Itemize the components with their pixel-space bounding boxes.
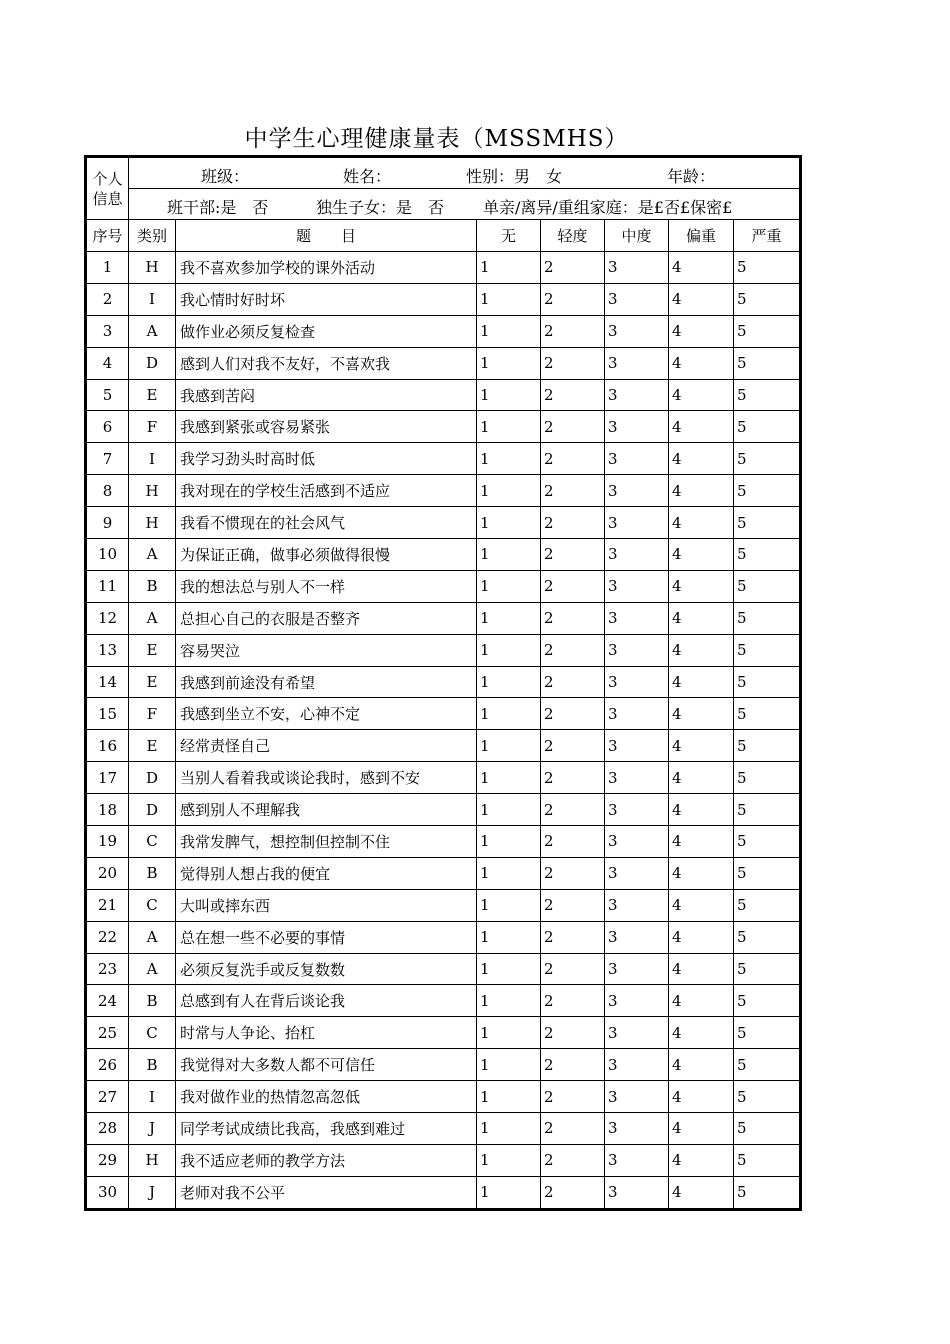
row-number: 25 xyxy=(87,1017,129,1049)
answer-option-2[interactable]: 2 xyxy=(541,889,605,921)
answer-option-2[interactable]: 2 xyxy=(541,475,605,507)
answer-option-2[interactable]: 2 xyxy=(541,1081,605,1113)
row-question: 我学习劲头时高时低 xyxy=(176,443,477,475)
header-moderate: 中度 xyxy=(605,220,669,252)
row-question: 经常责怪自己 xyxy=(176,730,477,762)
row-number: 29 xyxy=(87,1144,129,1176)
row-question: 容易哭泣 xyxy=(176,634,477,666)
row-number: 8 xyxy=(87,475,129,507)
answer-option-5[interactable]: 5 xyxy=(734,539,800,571)
row-question: 同学考试成绩比我高，我感到难过 xyxy=(176,1113,477,1145)
header-num: 序号 xyxy=(87,220,129,252)
row-number: 16 xyxy=(87,730,129,762)
answer-option-4[interactable]: 4 xyxy=(669,1049,734,1081)
answer-option-2[interactable]: 2 xyxy=(541,1017,605,1049)
answer-option-3[interactable]: 3 xyxy=(605,252,669,284)
info-line-1 xyxy=(129,158,800,189)
answer-option-2[interactable]: 2 xyxy=(541,666,605,698)
answer-option-2[interactable]: 2 xyxy=(541,507,605,539)
answer-option-3[interactable]: 3 xyxy=(605,570,669,602)
answer-option-1[interactable]: 1 xyxy=(477,475,541,507)
row-category: F xyxy=(129,411,176,443)
answer-option-3[interactable]: 3 xyxy=(605,443,669,475)
answer-option-4[interactable]: 4 xyxy=(669,1113,734,1145)
row-category: D xyxy=(129,762,176,794)
row-number: 22 xyxy=(87,921,129,953)
row-question: 总在想一些不必要的事情 xyxy=(176,921,477,953)
row-category: J xyxy=(129,1176,176,1208)
answer-option-2[interactable]: 2 xyxy=(541,539,605,571)
row-category: E xyxy=(129,634,176,666)
answer-option-3[interactable]: 3 xyxy=(605,475,669,507)
answer-option-5[interactable]: 5 xyxy=(734,762,800,794)
answer-option-1[interactable]: 1 xyxy=(477,570,541,602)
answer-option-1[interactable]: 1 xyxy=(477,283,541,315)
row-question: 总担心自己的衣服是否整齐 xyxy=(176,602,477,634)
table-row xyxy=(87,921,800,953)
answer-option-3[interactable]: 3 xyxy=(605,411,669,443)
row-question: 老师对我不公平 xyxy=(176,1176,477,1208)
answer-option-5[interactable]: 5 xyxy=(734,985,800,1017)
row-question: 我常发脾气，想控制但控制不住 xyxy=(176,826,477,858)
answer-option-3[interactable]: 3 xyxy=(605,1017,669,1049)
answer-option-5[interactable]: 5 xyxy=(734,921,800,953)
row-category: B xyxy=(129,570,176,602)
answer-option-3[interactable]: 3 xyxy=(605,889,669,921)
answer-option-3[interactable]: 3 xyxy=(605,1049,669,1081)
answer-option-2[interactable]: 2 xyxy=(541,762,605,794)
answer-option-4[interactable]: 4 xyxy=(669,666,734,698)
header-row xyxy=(87,220,800,252)
answer-option-2[interactable]: 2 xyxy=(541,347,605,379)
answer-option-1[interactable]: 1 xyxy=(477,1081,541,1113)
row-category: A xyxy=(129,953,176,985)
answer-option-4[interactable]: 4 xyxy=(669,379,734,411)
header-severe-ish: 偏重 xyxy=(669,220,734,252)
row-number: 19 xyxy=(87,826,129,858)
answer-option-4[interactable]: 4 xyxy=(669,730,734,762)
row-category: E xyxy=(129,666,176,698)
only-child-field-label[interactable]: 独生子女：是 否 xyxy=(316,198,445,217)
answer-option-2[interactable]: 2 xyxy=(541,443,605,475)
answer-option-1[interactable]: 1 xyxy=(477,1144,541,1176)
answer-option-5[interactable]: 5 xyxy=(734,794,800,826)
answer-option-3[interactable]: 3 xyxy=(605,953,669,985)
answer-option-2[interactable]: 2 xyxy=(541,315,605,347)
answer-option-4[interactable]: 4 xyxy=(669,315,734,347)
answer-option-3[interactable]: 3 xyxy=(605,666,669,698)
row-category: I xyxy=(129,443,176,475)
table-row xyxy=(87,1081,800,1113)
answer-option-4[interactable]: 4 xyxy=(669,762,734,794)
row-number: 3 xyxy=(87,315,129,347)
row-category: D xyxy=(129,794,176,826)
row-question: 感到人们对我不友好，不喜欢我 xyxy=(176,347,477,379)
row-number: 7 xyxy=(87,443,129,475)
answer-option-4[interactable]: 4 xyxy=(669,794,734,826)
answer-option-5[interactable]: 5 xyxy=(734,252,800,284)
row-question: 为保证正确，做事必须做得很慢 xyxy=(176,539,477,571)
answer-option-2[interactable]: 2 xyxy=(541,826,605,858)
answer-option-4[interactable]: 4 xyxy=(669,985,734,1017)
answer-option-5[interactable]: 5 xyxy=(734,1144,800,1176)
answer-option-4[interactable]: 4 xyxy=(669,411,734,443)
answer-option-1[interactable]: 1 xyxy=(477,443,541,475)
row-number: 15 xyxy=(87,698,129,730)
table-row xyxy=(87,1017,800,1049)
answer-option-5[interactable]: 5 xyxy=(734,570,800,602)
answer-option-2[interactable]: 2 xyxy=(541,1049,605,1081)
table-row xyxy=(87,762,800,794)
cadre-field-label[interactable]: 班干部:是 否 xyxy=(167,198,269,217)
answer-option-3[interactable]: 3 xyxy=(605,1081,669,1113)
answer-option-4[interactable]: 4 xyxy=(669,921,734,953)
row-number: 10 xyxy=(87,539,129,571)
table-row xyxy=(87,1176,800,1208)
answer-option-3[interactable]: 3 xyxy=(605,921,669,953)
row-number: 2 xyxy=(87,283,129,315)
personal-info-label: 个人信息 xyxy=(87,158,129,220)
row-number: 13 xyxy=(87,634,129,666)
answer-option-4[interactable]: 4 xyxy=(669,283,734,315)
answer-option-1[interactable]: 1 xyxy=(477,762,541,794)
row-category: H xyxy=(129,507,176,539)
row-number: 14 xyxy=(87,666,129,698)
row-question: 我感到坐立不安，心神不定 xyxy=(176,698,477,730)
answer-option-5[interactable]: 5 xyxy=(734,411,800,443)
row-category: B xyxy=(129,857,176,889)
row-category: I xyxy=(129,283,176,315)
answer-option-5[interactable]: 5 xyxy=(734,475,800,507)
answer-option-4[interactable]: 4 xyxy=(669,889,734,921)
answer-option-2[interactable]: 2 xyxy=(541,921,605,953)
answer-option-4[interactable]: 4 xyxy=(669,698,734,730)
answer-option-3[interactable]: 3 xyxy=(605,283,669,315)
answer-option-2[interactable]: 2 xyxy=(541,602,605,634)
answer-option-3[interactable]: 3 xyxy=(605,1144,669,1176)
answer-option-3[interactable]: 3 xyxy=(605,634,669,666)
table-row xyxy=(87,315,800,347)
answer-option-1[interactable]: 1 xyxy=(477,857,541,889)
table-row xyxy=(87,857,800,889)
row-category: A xyxy=(129,539,176,571)
table-row xyxy=(87,283,800,315)
row-category: J xyxy=(129,1113,176,1145)
table-row xyxy=(87,443,800,475)
answer-option-1[interactable]: 1 xyxy=(477,1017,541,1049)
header-mild: 轻度 xyxy=(541,220,605,252)
row-question: 必须反复洗手或反复数数 xyxy=(176,953,477,985)
row-number: 4 xyxy=(87,347,129,379)
row-number: 1 xyxy=(87,252,129,284)
row-number: 23 xyxy=(87,953,129,985)
answer-option-4[interactable]: 4 xyxy=(669,857,734,889)
table-row xyxy=(87,411,800,443)
header-none: 无 xyxy=(477,220,541,252)
table-row xyxy=(87,379,800,411)
answer-option-4[interactable]: 4 xyxy=(669,1081,734,1113)
questionnaire-table xyxy=(86,157,800,1209)
answer-option-4[interactable]: 4 xyxy=(669,539,734,571)
answer-option-5[interactable]: 5 xyxy=(734,1017,800,1049)
answer-option-3[interactable]: 3 xyxy=(605,539,669,571)
table-row xyxy=(87,602,800,634)
row-question: 做作业必须反复检查 xyxy=(176,315,477,347)
answer-option-2[interactable]: 2 xyxy=(541,634,605,666)
answer-option-4[interactable]: 4 xyxy=(669,443,734,475)
row-category: B xyxy=(129,1049,176,1081)
table-row xyxy=(87,698,800,730)
row-number: 26 xyxy=(87,1049,129,1081)
answer-option-1[interactable]: 1 xyxy=(477,953,541,985)
answer-option-4[interactable]: 4 xyxy=(669,953,734,985)
name-field-label[interactable]: 姓名： xyxy=(343,167,392,186)
answer-option-2[interactable]: 2 xyxy=(541,730,605,762)
row-question: 时常与人争论、抬杠 xyxy=(176,1017,477,1049)
age-field-label[interactable]: 年龄： xyxy=(667,167,716,186)
table-row xyxy=(87,347,800,379)
row-question: 当别人看着我或谈论我时，感到不安 xyxy=(176,762,477,794)
row-category: A xyxy=(129,921,176,953)
answer-option-5[interactable]: 5 xyxy=(734,953,800,985)
answer-option-3[interactable]: 3 xyxy=(605,826,669,858)
answer-option-2[interactable]: 2 xyxy=(541,252,605,284)
answer-option-5[interactable]: 5 xyxy=(734,730,800,762)
answer-option-5[interactable]: 5 xyxy=(734,826,800,858)
answer-option-5[interactable]: 5 xyxy=(734,347,800,379)
answer-option-2[interactable]: 2 xyxy=(541,698,605,730)
table-row xyxy=(87,475,800,507)
info-row-1 xyxy=(87,158,800,189)
answer-option-1[interactable]: 1 xyxy=(477,1049,541,1081)
info-line-2 xyxy=(129,189,800,220)
answer-option-3[interactable]: 3 xyxy=(605,730,669,762)
answer-option-3[interactable]: 3 xyxy=(605,762,669,794)
row-question: 我不适应老师的教学方法 xyxy=(176,1144,477,1176)
answer-option-1[interactable]: 1 xyxy=(477,539,541,571)
row-question: 我的想法总与别人不一样 xyxy=(176,570,477,602)
row-category: A xyxy=(129,315,176,347)
table-row xyxy=(87,826,800,858)
row-number: 24 xyxy=(87,985,129,1017)
table-row xyxy=(87,539,800,571)
answer-option-1[interactable]: 1 xyxy=(477,666,541,698)
table-row xyxy=(87,507,800,539)
row-number: 30 xyxy=(87,1176,129,1208)
answer-option-5[interactable]: 5 xyxy=(734,315,800,347)
answer-option-4[interactable]: 4 xyxy=(669,1017,734,1049)
row-number: 17 xyxy=(87,762,129,794)
row-number: 20 xyxy=(87,857,129,889)
table-row xyxy=(87,634,800,666)
answer-option-4[interactable]: 4 xyxy=(669,252,734,284)
answer-option-3[interactable]: 3 xyxy=(605,794,669,826)
answer-option-3[interactable]: 3 xyxy=(605,857,669,889)
table-row xyxy=(87,953,800,985)
answer-option-1[interactable]: 1 xyxy=(477,602,541,634)
row-number: 27 xyxy=(87,1081,129,1113)
row-question: 我心情时好时坏 xyxy=(176,283,477,315)
answer-option-1[interactable]: 1 xyxy=(477,252,541,284)
answer-option-3[interactable]: 3 xyxy=(605,985,669,1017)
row-category: C xyxy=(129,826,176,858)
answer-option-2[interactable]: 2 xyxy=(541,953,605,985)
row-number: 5 xyxy=(87,379,129,411)
answer-option-1[interactable]: 1 xyxy=(477,411,541,443)
row-category: H xyxy=(129,475,176,507)
row-question: 我感到苦闷 xyxy=(176,379,477,411)
row-question: 大叫或摔东西 xyxy=(176,889,477,921)
answer-option-5[interactable]: 5 xyxy=(734,283,800,315)
header-item: 题 目 xyxy=(176,220,477,252)
answer-option-5[interactable]: 5 xyxy=(734,1113,800,1145)
answer-option-1[interactable]: 1 xyxy=(477,347,541,379)
answer-option-3[interactable]: 3 xyxy=(605,347,669,379)
row-number: 18 xyxy=(87,794,129,826)
table-row xyxy=(87,570,800,602)
answer-option-4[interactable]: 4 xyxy=(669,570,734,602)
table-row xyxy=(87,985,800,1017)
row-number: 9 xyxy=(87,507,129,539)
header-category: 类别 xyxy=(129,220,176,252)
answer-option-4[interactable]: 4 xyxy=(669,602,734,634)
row-number: 11 xyxy=(87,570,129,602)
class-field-label[interactable]: 班级： xyxy=(201,167,250,186)
row-number: 21 xyxy=(87,889,129,921)
answer-option-5[interactable]: 5 xyxy=(734,443,800,475)
answer-option-1[interactable]: 1 xyxy=(477,507,541,539)
row-category: A xyxy=(129,602,176,634)
answer-option-4[interactable]: 4 xyxy=(669,507,734,539)
answer-option-5[interactable]: 5 xyxy=(734,1049,800,1081)
row-question: 我感到前途没有希望 xyxy=(176,666,477,698)
table-row xyxy=(87,794,800,826)
table-row xyxy=(87,730,800,762)
row-category: E xyxy=(129,730,176,762)
row-category: I xyxy=(129,1081,176,1113)
table-row xyxy=(87,252,800,284)
row-category: C xyxy=(129,1017,176,1049)
answer-option-3[interactable]: 3 xyxy=(605,1176,669,1208)
table-row xyxy=(87,889,800,921)
answer-option-2[interactable]: 2 xyxy=(541,794,605,826)
answer-option-5[interactable]: 5 xyxy=(734,507,800,539)
answer-option-3[interactable]: 3 xyxy=(605,698,669,730)
answer-option-1[interactable]: 1 xyxy=(477,315,541,347)
answer-option-2[interactable]: 2 xyxy=(541,1176,605,1208)
row-category: H xyxy=(129,1144,176,1176)
row-number: 12 xyxy=(87,602,129,634)
answer-option-5[interactable]: 5 xyxy=(734,1176,800,1208)
answer-option-5[interactable]: 5 xyxy=(734,379,800,411)
answer-option-5[interactable]: 5 xyxy=(734,698,800,730)
row-question: 我看不惯现在的社会风气 xyxy=(176,507,477,539)
answer-option-5[interactable]: 5 xyxy=(734,889,800,921)
answer-option-1[interactable]: 1 xyxy=(477,1113,541,1145)
answer-option-1[interactable]: 1 xyxy=(477,698,541,730)
answer-option-1[interactable]: 1 xyxy=(477,921,541,953)
row-question: 我觉得对大多数人都不可信任 xyxy=(176,1049,477,1081)
answer-option-2[interactable]: 2 xyxy=(541,1144,605,1176)
answer-option-4[interactable]: 4 xyxy=(669,634,734,666)
row-category: C xyxy=(129,889,176,921)
answer-option-5[interactable]: 5 xyxy=(734,602,800,634)
answer-option-1[interactable]: 1 xyxy=(477,889,541,921)
answer-option-3[interactable]: 3 xyxy=(605,315,669,347)
row-category: B xyxy=(129,985,176,1017)
row-question: 觉得别人想占我的便宜 xyxy=(176,857,477,889)
answer-option-4[interactable]: 4 xyxy=(669,1176,734,1208)
answer-option-5[interactable]: 5 xyxy=(734,1081,800,1113)
answer-option-1[interactable]: 1 xyxy=(477,826,541,858)
answer-option-4[interactable]: 4 xyxy=(669,1144,734,1176)
row-category: F xyxy=(129,698,176,730)
row-question: 感到别人不理解我 xyxy=(176,794,477,826)
row-category: D xyxy=(129,347,176,379)
row-question: 我对做作业的热情忽高忽低 xyxy=(176,1081,477,1113)
answer-option-2[interactable]: 2 xyxy=(541,857,605,889)
info-row-2 xyxy=(87,189,800,220)
answer-option-5[interactable]: 5 xyxy=(734,634,800,666)
answer-option-4[interactable]: 4 xyxy=(669,826,734,858)
answer-option-1[interactable]: 1 xyxy=(477,1176,541,1208)
row-question: 我不喜欢参加学校的课外活动 xyxy=(176,252,477,284)
answer-option-2[interactable]: 2 xyxy=(541,985,605,1017)
header-severe: 严重 xyxy=(734,220,800,252)
row-category: E xyxy=(129,379,176,411)
answer-option-1[interactable]: 1 xyxy=(477,985,541,1017)
table-row xyxy=(87,1113,800,1145)
family-field-label[interactable]: 单亲/离异/重组家庭：是£否£保密£ xyxy=(483,198,733,217)
answer-option-2[interactable]: 2 xyxy=(541,411,605,443)
gender-field-label[interactable]: 性别：男 女 xyxy=(466,167,563,186)
answer-option-3[interactable]: 3 xyxy=(605,507,669,539)
answer-option-2[interactable]: 2 xyxy=(541,1113,605,1145)
row-number: 28 xyxy=(87,1113,129,1145)
answer-option-3[interactable]: 3 xyxy=(605,602,669,634)
answer-option-5[interactable]: 5 xyxy=(734,666,800,698)
row-category: H xyxy=(129,252,176,284)
row-number: 6 xyxy=(87,411,129,443)
answer-option-4[interactable]: 4 xyxy=(669,347,734,379)
answer-option-3[interactable]: 3 xyxy=(605,1113,669,1145)
answer-option-2[interactable]: 2 xyxy=(541,283,605,315)
table-row xyxy=(87,1144,800,1176)
table-row xyxy=(87,1049,800,1081)
answer-option-4[interactable]: 4 xyxy=(669,475,734,507)
row-question: 我感到紧张或容易紧张 xyxy=(176,411,477,443)
answer-option-1[interactable]: 1 xyxy=(477,379,541,411)
answer-option-2[interactable]: 2 xyxy=(541,379,605,411)
row-question: 总感到有人在背后谈论我 xyxy=(176,985,477,1017)
row-question: 我对现在的学校生活感到不适应 xyxy=(176,475,477,507)
answer-option-1[interactable]: 1 xyxy=(477,730,541,762)
page-title: 中学生心理健康量表（MSSMHS） xyxy=(244,126,629,152)
answer-option-1[interactable]: 1 xyxy=(477,634,541,666)
answer-option-2[interactable]: 2 xyxy=(541,570,605,602)
answer-option-5[interactable]: 5 xyxy=(734,857,800,889)
answer-option-1[interactable]: 1 xyxy=(477,794,541,826)
table-row xyxy=(87,666,800,698)
answer-option-3[interactable]: 3 xyxy=(605,379,669,411)
